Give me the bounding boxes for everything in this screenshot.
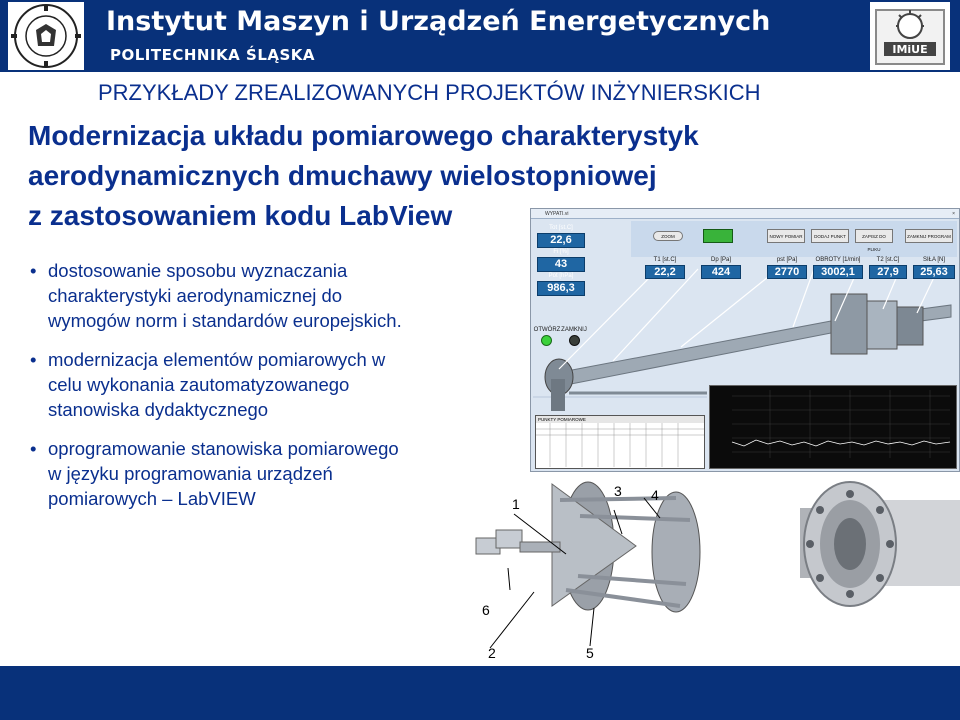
slide-title-line: Modernizacja układu pomiarowego charakterystyk (28, 120, 699, 151)
measurement-points-table (535, 415, 705, 469)
table-grid (536, 423, 704, 467)
bullet-icon: • (30, 260, 37, 281)
bullet-line: stanowiska dydaktycznego (48, 399, 269, 420)
param-label: SIŁA [N] (922, 257, 945, 263)
institute-title: Instytut Maszyn i Urządzeń Energetycznych (106, 6, 771, 37)
param-label: OBROTY [1/min] (815, 257, 861, 263)
window-title: WYPATI.vi (545, 211, 569, 217)
param-label: Fi [%] (553, 249, 569, 255)
add-point-button[interactable]: DODAJ PUNKT (811, 229, 849, 243)
callout-number: 1 (512, 496, 520, 512)
bullet-icon: • (30, 349, 37, 370)
close-program-button[interactable]: ZAMKNIJ PROGRAM (905, 229, 953, 243)
param-value-box: 3002,1 (813, 265, 863, 279)
bullet-line: wymogów norm i standardów europejskich. (48, 310, 402, 331)
param-value-box: 25,63 (913, 265, 955, 279)
green-indicator (703, 229, 733, 243)
university-name: POLITECHNIKA ŚLĄSKA (110, 46, 316, 64)
callout-number: 3 (614, 483, 622, 499)
politechnika-logo (8, 2, 84, 70)
param-label: T1 [st.C] (653, 257, 677, 263)
new-measurement-button[interactable]: NOWY POMIAR (767, 229, 805, 243)
param-value-box: 27,9 (869, 265, 907, 279)
param-label: Pot [hPa] (548, 273, 574, 279)
param-value-box: 43 (537, 257, 585, 272)
callout-number: 5 (586, 645, 594, 661)
bullet-item (28, 258, 488, 333)
param-value-box: 22,2 (645, 265, 685, 279)
close-lamp[interactable] (569, 335, 580, 346)
bullet-icon: • (30, 438, 37, 459)
bullet-line: w języku programowania urządzeń (48, 463, 333, 484)
header-bar (0, 0, 960, 72)
param-label: T2 [st.C] (876, 257, 900, 263)
save-to-file-button[interactable]: ZAPISZ DO PLIKU (855, 229, 893, 243)
labview-screenshot (530, 208, 960, 472)
callout-number: 6 (482, 602, 490, 618)
imiue-logo (870, 2, 950, 70)
lamp-label: ZAMKNIJ (561, 327, 587, 333)
bullet-line: pomiarowych – LabVIEW (48, 488, 256, 509)
callout-number: 2 (488, 645, 496, 661)
zoom-button[interactable]: ZOOM (653, 231, 683, 241)
bullet-line: dostosowanie sposobu wyznaczania (48, 260, 348, 281)
param-value-box: 424 (701, 265, 741, 279)
footer-bar (0, 666, 960, 720)
fan-rotor-3d-drawing (470, 480, 960, 680)
param-value-box: 2770 (767, 265, 807, 279)
svg-text:IMiUE: IMiUE (892, 43, 928, 56)
section-title: PRZYKŁADY ZREALIZOWANYCH PROJEKTÓW INŻYNIERSKICH (98, 80, 761, 105)
bullet-line: charakterystyki aerodynamicznej do (48, 285, 343, 306)
param-value-box: 22,6 (537, 233, 585, 248)
slide-title-line: aerodynamicznych dmuchawy wielostopniowej (28, 160, 657, 191)
bullet-line: modernizacja elementów pomiarowych w (48, 349, 386, 370)
param-label: pst [Pa] (776, 257, 798, 263)
param-label: Tot [st.C] (549, 225, 573, 231)
bullet-line: oprogramowanie stanowiska pomiarowego (48, 438, 399, 459)
trend-chart (709, 385, 957, 469)
bullet-list (28, 258, 488, 525)
open-lamp[interactable] (541, 335, 552, 346)
param-value-box: 986,3 (537, 281, 585, 296)
param-label: Dp [Pa] (710, 257, 731, 263)
slide-title-line: z zastosowaniem kodu LabView (28, 200, 453, 231)
window-close-icon: × (952, 211, 955, 217)
bullet-item (28, 436, 488, 511)
bullet-line: celu wykonania zautomatyzowanego (48, 374, 350, 395)
table-title: PUNKTY POMIAROWE (536, 416, 704, 423)
callout-number: 4 (651, 487, 659, 503)
lamp-label: OTWÓRZ (533, 327, 561, 333)
trend-chart-plot (710, 386, 956, 468)
bullet-item (28, 347, 488, 422)
